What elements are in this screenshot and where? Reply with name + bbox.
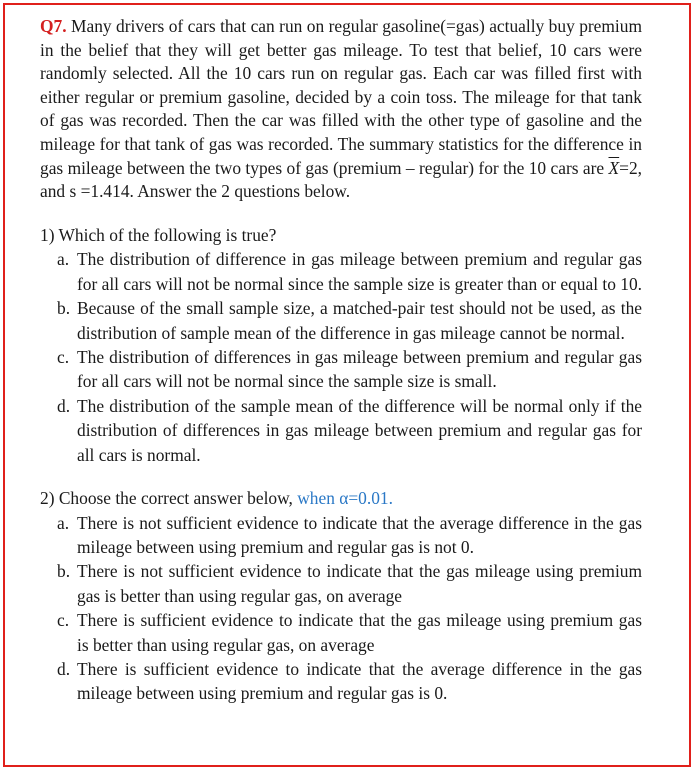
part-2-option-d[interactable] [57, 657, 642, 706]
option-letter: b. [57, 298, 71, 319]
question-stem [40, 15, 642, 204]
part-2-option-b[interactable] [57, 559, 642, 608]
part-2-title-text: 2) Choose the correct answer below, [40, 488, 293, 508]
stem-text-part2: =2, and s =1.414. Answer the 2 questions below. [40, 157, 642, 202]
stem-text-part1: Many drivers of cars that can run on regular gasoline(=gas) actually buy premium in the belief that they will get better gas mileage. To test that belief, 10 cars were randomly selected. All the 10 cars run on regular gas. Each car was filled first with either regular or premium gasoline, decided by a coin toss. The mileage for that tank of gas was recorded. Then the car was filled with the other type of gasoline and the mileage for that tank of gas was recorded. The summary statistics for the difference in gas mileage between the two types of gas (premium – regular) for the 10 cars are [40, 16, 642, 178]
option-letter: d. [57, 659, 71, 680]
part-1-title: 1) Which of the following is true? [40, 224, 277, 245]
part-1-option-d[interactable] [57, 394, 642, 467]
option-text: The distribution of difference in gas mileage between premium and regular gas for all cars will not be normal since the sample size is greater than or equal to 10. [77, 249, 643, 294]
question-number: Q7. [40, 16, 67, 36]
option-letter: d. [57, 395, 71, 416]
alpha-note: when α=0.01. [292, 488, 393, 508]
option-text: The distribution of differences in gas mileage between premium and regular gas for all cars will not be normal since the sample size is small. [77, 346, 642, 392]
option-letter: a. [57, 512, 70, 533]
xbar-symbol: $\overline{X}$ [608, 157, 620, 178]
option-text: There is sufficient evidence to indicate that the gas mileage using premium gas is better than using regular gas, on average [77, 610, 642, 655]
question-frame [3, 3, 691, 767]
option-letter: b. [57, 561, 71, 582]
option-text: There is sufficient evidence to indicate that the average difference in the gas mileage between using premium and regular gas is 0. [77, 659, 642, 704]
part-2-option-a[interactable] [57, 511, 642, 560]
part-2 [40, 487, 642, 706]
part-2-options [40, 511, 642, 706]
part-1-option-a[interactable] [57, 247, 642, 296]
part-2-title [40, 487, 642, 511]
option-letter: c. [57, 610, 70, 631]
part-1-options [40, 247, 642, 467]
option-text: There is not sufficient evidence to indicate that the average difference in the gas mileage between using premium and regular gas is not 0. [77, 512, 642, 557]
option-text: There is not sufficient evidence to indicate that the gas mileage using premium gas is better than using regular gas, on average [77, 561, 642, 606]
part-1-option-b[interactable] [57, 296, 642, 345]
part-1-option-c[interactable] [57, 345, 642, 394]
option-letter: a. [57, 249, 70, 270]
option-letter: c. [57, 346, 70, 367]
option-text: Because of the small sample size, a matched-pair test should not be used, as the distribution of sample mean of the difference in gas mileage cannot be normal. [77, 298, 642, 343]
part-2-option-c[interactable] [57, 608, 642, 657]
part-1 [40, 224, 642, 467]
question-content [40, 15, 642, 706]
option-text: The distribution of the sample mean of the difference will be normal only if the distribution of differences in gas mileage between premium and regular gas for all cars is normal. [77, 395, 642, 465]
